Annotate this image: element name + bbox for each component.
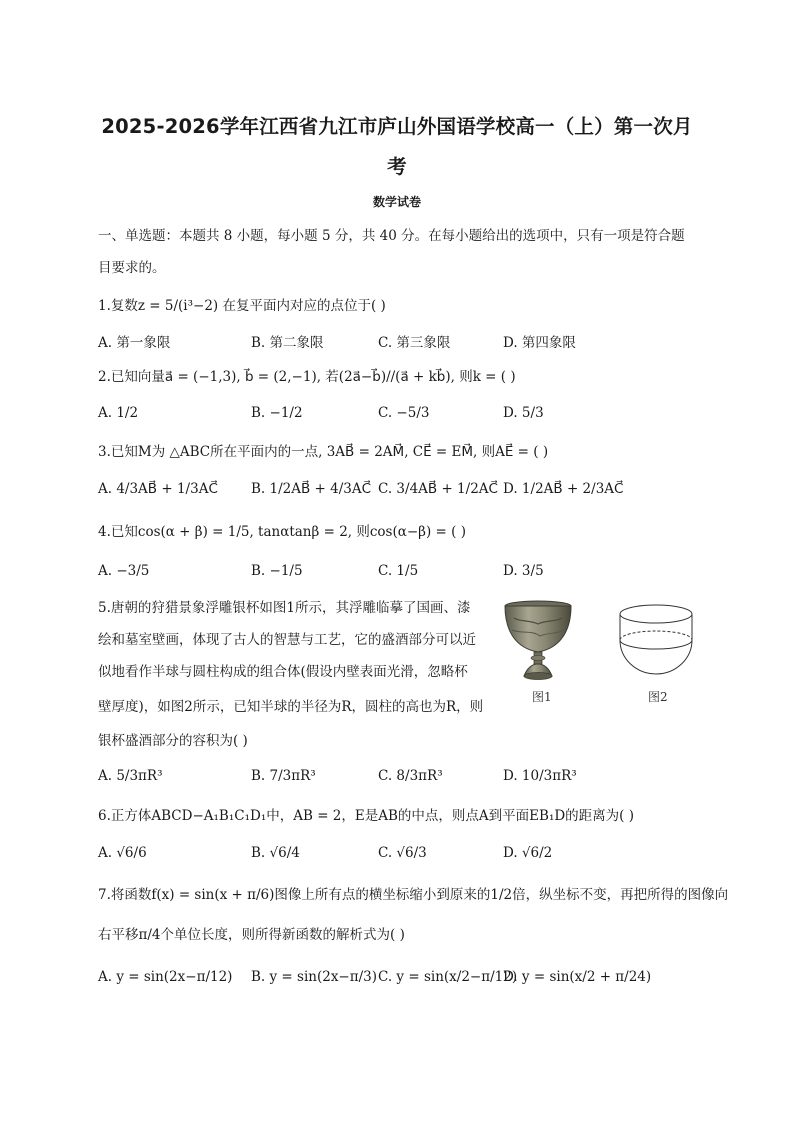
q2-option-a: A. 1/2 bbox=[98, 405, 139, 421]
q5-option-c: C. 8/3πR³ bbox=[378, 768, 443, 784]
question-5-stem-line5: 银杯盛酒部分的容积为( ) bbox=[98, 733, 248, 749]
figure-2-caption: 图2 bbox=[648, 690, 668, 704]
q3-option-d: D. 1/2AB⃗ + 2/3AC⃗ bbox=[503, 481, 624, 497]
q6-option-c: C. √6/3 bbox=[378, 845, 427, 861]
question-4-stem: 4.已知cos(α + β) = 1/5, tanαtanβ = 2, 则cos(α−β) = ( ) bbox=[98, 524, 466, 540]
q3-option-c: C. 3/4AB⃗ + 1/2AC⃗ bbox=[378, 481, 498, 497]
figure-1-caption: 图1 bbox=[532, 690, 552, 704]
q6-option-d: D. √6/2 bbox=[503, 845, 553, 861]
q1-option-c: C. 第三象限 bbox=[378, 335, 451, 351]
q7-option-a: A. y = sin(2x−π/12) bbox=[98, 969, 233, 985]
question-5-stem-line1: 5.唐朝的狩猎景象浮雕银杯如图1所示，其浮雕临摹了国画、漆 bbox=[98, 600, 471, 616]
question-5-stem-line2: 绘和墓室壁画，体现了古人的智慧与工艺，它的盛酒部分可以近 bbox=[98, 632, 476, 648]
q4-option-c: C. 1/5 bbox=[378, 563, 419, 579]
question-3-stem: 3.已知M为 △ABC所在平面内的一点, 3AB⃗ = 2AM⃗, CE⃗ = EM⃗, 则AE⃗ = ( ) bbox=[98, 444, 549, 460]
question-6-stem: 6.正方体ABCD−A₁B₁C₁D₁中，AB = 2，E是AB的中点，则点A到平面EB₁D的距离为( ) bbox=[98, 808, 634, 824]
question-7-stem-line1: 7.将函数f(x) = sin(x + π/6)图像上所有点的横坐标缩小到原来的1/2倍，纵坐标不变，再把所得的图像向 bbox=[98, 887, 729, 903]
question-7-stem-line2: 右平移π/4个单位长度，则所得新函数的解析式为( ) bbox=[98, 927, 405, 943]
q5-option-d: D. 10/3πR³ bbox=[503, 768, 577, 784]
q1-option-b: B. 第二象限 bbox=[251, 335, 324, 351]
q4-option-b: B. −1/5 bbox=[251, 563, 303, 579]
q2-option-d: D. 5/3 bbox=[503, 405, 544, 421]
question-1-stem: 1.复数z = 5/(i³−2) 在复平面内对应的点位于( ) bbox=[98, 298, 386, 314]
page-title-line2: 考 bbox=[387, 155, 407, 178]
q7-option-d: D. y = sin(x/2 + π/24) bbox=[503, 969, 652, 985]
q7-option-b: B. y = sin(2x−π/3) bbox=[251, 969, 378, 985]
silver-cup-figure bbox=[500, 600, 576, 682]
question-5-stem-line3: 似地看作半球与圆柱构成的组合体(假设内壁表面光滑，忽略杯 bbox=[98, 664, 468, 680]
page-title-line1: 2025-2026学年江西省九江市庐山外国语学校高一（上）第一次月 bbox=[101, 115, 693, 138]
question-2-stem: 2.已知向量a⃗ = (−1,3), b⃗ = (2,−1), 若(2a⃗−b⃗)//(a⃗ + kb⃗), 则k = ( ) bbox=[98, 369, 516, 385]
q6-option-a: A. √6/6 bbox=[98, 845, 147, 861]
q4-option-a: A. −3/5 bbox=[98, 563, 150, 579]
q3-option-a: A. 4/3AB⃗ + 1/3AC⃗ bbox=[98, 481, 218, 497]
hemisphere-cylinder-figure bbox=[616, 600, 696, 676]
question-5-stem-line4: 壁厚度)，如图2所示，已知半球的半径为R，圆柱的高也为R，则 bbox=[98, 699, 484, 715]
page-subtitle: 数学试卷 bbox=[372, 195, 421, 209]
q1-option-a: A. 第一象限 bbox=[98, 335, 171, 351]
q1-option-d: D. 第四象限 bbox=[503, 335, 576, 351]
q5-option-a: A. 5/3πR³ bbox=[98, 768, 163, 784]
section-intro-line1: 一、单选题：本题共 8 小题，每小题 5 分，共 40 分。在每小题给出的选项中，只有一项是符合题 bbox=[98, 228, 685, 244]
q4-option-d: D. 3/5 bbox=[503, 563, 544, 579]
q2-option-b: B. −1/2 bbox=[251, 405, 303, 421]
q2-option-c: C. −5/3 bbox=[378, 405, 430, 421]
q5-option-b: B. 7/3πR³ bbox=[251, 768, 316, 784]
q7-option-c: C. y = sin(x/2−π/12) bbox=[378, 969, 518, 985]
section-intro-line2: 目要求的。 bbox=[98, 260, 166, 276]
q3-option-b: B. 1/2AB⃗ + 4/3AC⃗ bbox=[251, 481, 372, 497]
q6-option-b: B. √6/4 bbox=[251, 845, 300, 861]
